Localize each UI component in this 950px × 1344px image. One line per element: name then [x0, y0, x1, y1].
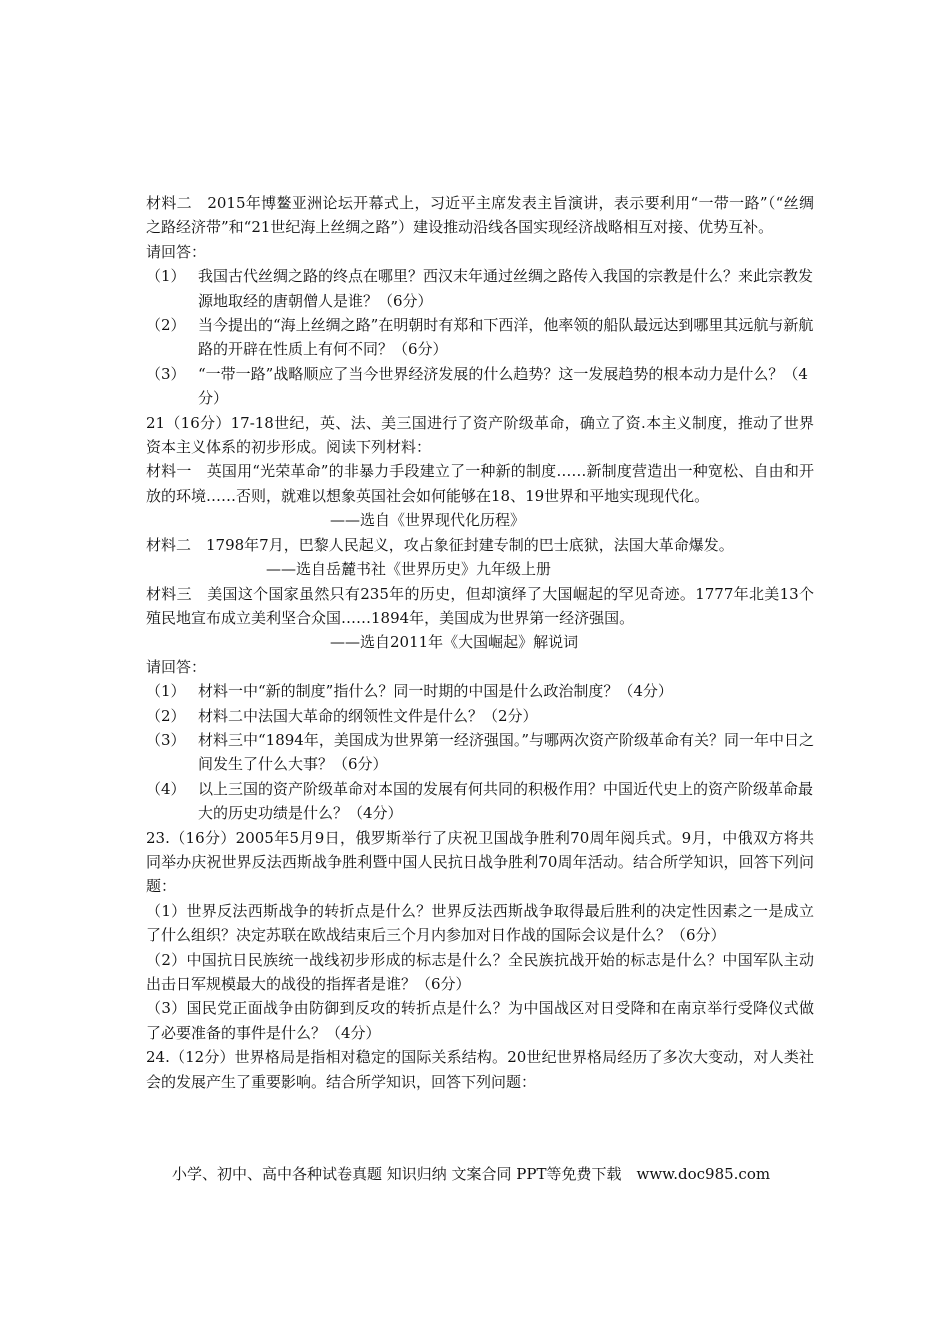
question-item	[146, 362, 814, 411]
material-source: ——选自岳麓书社《世界历史》九年级上册	[266, 560, 552, 579]
question-item	[146, 704, 814, 728]
question-text: 材料二中法国大革命的纲领性文件是什么？（2分）	[198, 706, 538, 725]
material-source: ——选自2011年《大国崛起》解说词	[330, 633, 579, 652]
material-one-glorious-revolution: 材料一 英国用“光荣革命”的非暴力手段建立了一种新的制度……新制度营造出一种宽松、自由和开放的环境……否则，就难以想象英国社会如何能够在18、19世界和平地实现现代化。	[146, 462, 814, 505]
question-23-intro: 23.（16分）2005年5月9日，俄罗斯举行了庆祝卫国战争胜利70周年阅兵式。9月，中俄双方将共同举办庆祝世界反法西斯战争胜利暨中国人民抗日战争胜利70周年活动。结合所学知识，回答下列问题：	[146, 828, 814, 896]
question-21-intro: 21（16分）17-18世纪，英、法、美三国进行了资产阶级革命，确立了资.本主义制度，推动了世界资本主义体系的初步形成。阅读下列材料：	[146, 413, 814, 457]
material-two-bastille: 材料二 1798年7月，巴黎人民起义，攻占象征封建专制的巴士底狱，法国大革命爆发。	[146, 535, 734, 554]
question-23-part-2: （2）中国抗日民族统一战线初步形成的标志是什么？全民族抗战开始的标志是什么？中国军队主动出击日军规模最大的战役的指挥者是谁？（6分）	[146, 950, 814, 993]
question-item	[146, 679, 814, 703]
answer-prompt: 请回答：	[146, 657, 207, 676]
question-text: 材料一中“新的制度”指什么？同一时期的中国是什么政治制度？（4分）	[198, 682, 673, 701]
question-item	[146, 264, 814, 313]
question-24-intro: 24.（12分）世界格局是指相对稳定的国际关系结构。20世纪世界格局经历了多次大变动，对人类社会的发展产生了重要影响。结合所学知识，回答下列问题：	[146, 1048, 814, 1091]
question-text: 以上三国的资产阶级革命对本国的发展有何共同的积极作用？中国近代史上的资产阶级革命最大的历史功绩是什么？（4分）	[198, 779, 814, 823]
question-number: （3）	[146, 364, 186, 383]
question-number: （4）	[146, 779, 186, 798]
question-text: 当今提出的“海上丝绸之路”在明朝时有郑和下西洋，他率领的船队最远达到哪里其远航与新航路的开辟在性质上有何不同？（6分）	[198, 316, 814, 359]
question-23-part-3: （3）国民党正面战争由防御到反攻的转折点是什么？为中国战区对日受降和在南京举行受降仪式做了必要准备的事件是什么？（4分）	[146, 999, 814, 1042]
question-item	[146, 728, 814, 777]
question-text: 我国古代丝绸之路的终点在哪里？西汉末年通过丝绸之路传入我国的宗教是什么？来此宗教发源地取经的唐朝僧人是谁？（6分）	[198, 267, 814, 310]
question-number: （1）	[146, 267, 186, 286]
question-number: （2）	[146, 316, 186, 335]
document-body	[146, 191, 814, 1094]
question-number: （2）	[146, 706, 186, 725]
question-item	[146, 313, 814, 362]
question-text: “一带一路”战略顺应了当今世界经济发展的什么趋势？这一发展趋势的根本动力是什么？（4分）	[198, 364, 808, 408]
answer-prompt: 请回答：	[146, 242, 207, 261]
question-23-part-1: （1）世界反法西斯战争的转折点是什么？世界反法西斯战争取得最后胜利的决定性因素之一是成立了什么组织？决定苏联在欧战结束后三个月内参加对日作战的国际会议是什么？（6分）	[146, 901, 814, 945]
material-two-belt-road: 材料二 2015年博鳌亚洲论坛开幕式上，习近平主席发表主旨演讲，表示要利用“一带一路”（“丝绸之路经济带”和“21世纪海上丝绸之路”）建设推动沿线各国实现经济战略相互对接、优势互补。	[146, 194, 814, 237]
question-number: （3）	[146, 730, 186, 749]
question-text: 材料三中“1894年，美国成为世界第一经济强国。”与哪两次资产阶级革命有关？同一年中日之间发生了什么大事？（6分）	[198, 730, 815, 774]
question-item	[146, 777, 814, 826]
question-number: （1）	[146, 682, 186, 701]
material-three-america: 材料三 美国这个国家虽然只有235年的历史，但却演绎了大国崛起的罕见奇迹。1777年北美13个殖民地宣布成立美利坚合众国……1894年，美国成为世界第一经济强国。	[146, 584, 814, 627]
material-source: ——选自《世界现代化历程》	[330, 511, 526, 530]
page-footer: 小学、初中、高中各种试卷真题 知识归纳 文案合同 PPT等免费下载 www.doc985.com	[172, 1165, 771, 1183]
